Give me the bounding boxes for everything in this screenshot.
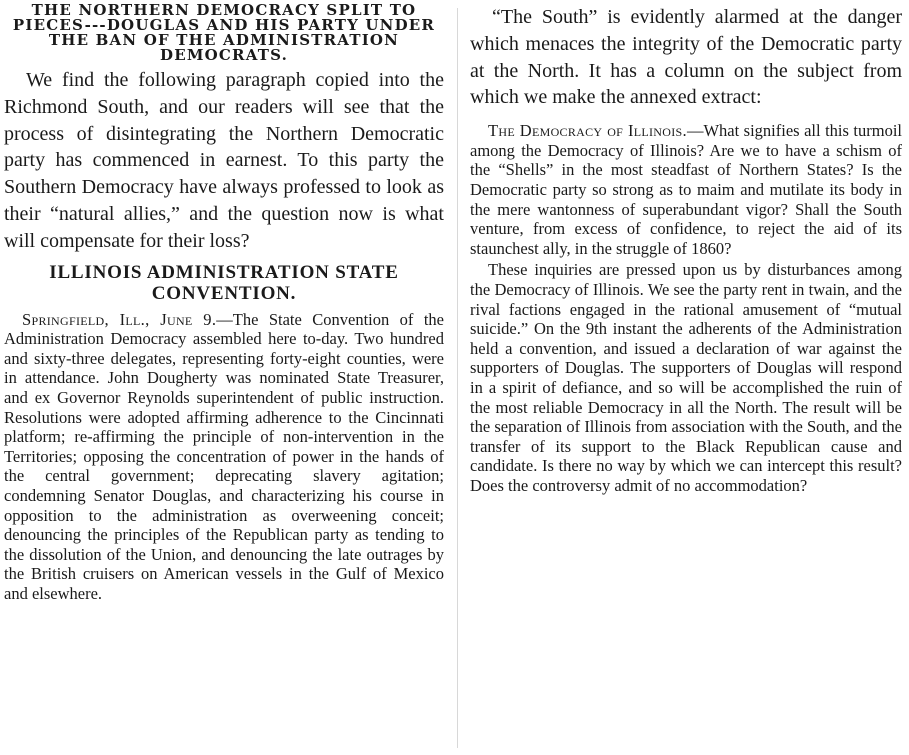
left-column	[4, 0, 444, 603]
convention-report	[4, 310, 444, 604]
article-headline: THE NORTHERN DEMOCRACY SPLIT TO PIECES---DOUGLAS AND HIS PARTY UNDER THE BAN OF THE ADMINISTRATION DEMOCRATS.	[12, 1, 436, 64]
dateline: Springfield, Ill., June 9.	[22, 309, 217, 329]
right-column	[470, 0, 902, 495]
intro-paragraph: We find the following paragraph copied into the Richmond South, and our readers will see that the process of disintegrating the Northern Democratic party has commenced in earnest. To this party the Southern Democracy have always professed to look as their “natural allies,” and the question now is what will compensate for their loss?	[4, 69, 444, 252]
report-text: —The State Convention of the Administration Democracy assembled here to-day. Two hundred and sixty-three delegates, representing forty-eight counties, were in attendance. John Dougherty was nominated State Treasurer, and ex Governor Reynolds superintendent of public instruction. Resolutions were adopted affirming adherence to the Cincinnati platform; re-affirming the principle of non-intervention in the Territories; opposing the concentration of power in the hands of the central government; deprecating slavery agitation; condemning Senator Douglas, and characterizing his course in opposition to the administration as overweening conceit; denouncing the principles of the Republican party as tending to the dissolution of the Union, and denouncing the late outrages by the British cruisers on American vessels in the Gulf of Mexico and elsewhere.	[4, 309, 444, 603]
extract-paragraph-1	[470, 121, 902, 258]
column-divider	[457, 8, 458, 748]
extract-text-1: —What signifies all this turmoil among the Democracy of Illinois? Are we to have a schism of the “Shells” in the most steadfast of Northern States? Is the Democratic party so strong as to maim and mutilate its body in the mere wantonness of superabundant vigor? Shall the South venture, from excess of confidence, to reject the aid of its staunchest ally, in the struggle of 1860?	[470, 121, 903, 258]
convention-subheading: ILLINOIS ADMINISTRATION STATE CONVENTION.	[49, 261, 399, 304]
extract-paragraph-2: These inquiries are pressed upon us by disturbances among the Democracy of Illinois. We see the party rent in twain, and the rival factions engaged in the rational amusement of “mutual suicide.” On the 9th instant the adherents of the Administration held a convention, and issued a declaration of war against the supporters of Douglas. The supporters of Douglas will respond in a spirit of defiance, and so will be accomplished the ruin of the most reliable Democracy in all the North. The result will be the separation of Illinois from association with the South, and the transfer of its support to the Black Republican cause and candidate. Is there no way by which we can intercept this result? Does the controversy admit of no accommodation?	[470, 260, 902, 495]
extract-heading: The Democracy of Illinois.	[488, 121, 687, 141]
south-intro-paragraph: “The South” is evidently alarmed at the danger which menaces the integrity of the Democratic party at the North. It has a column on the subject from which we make the annexed extract:	[470, 6, 902, 109]
